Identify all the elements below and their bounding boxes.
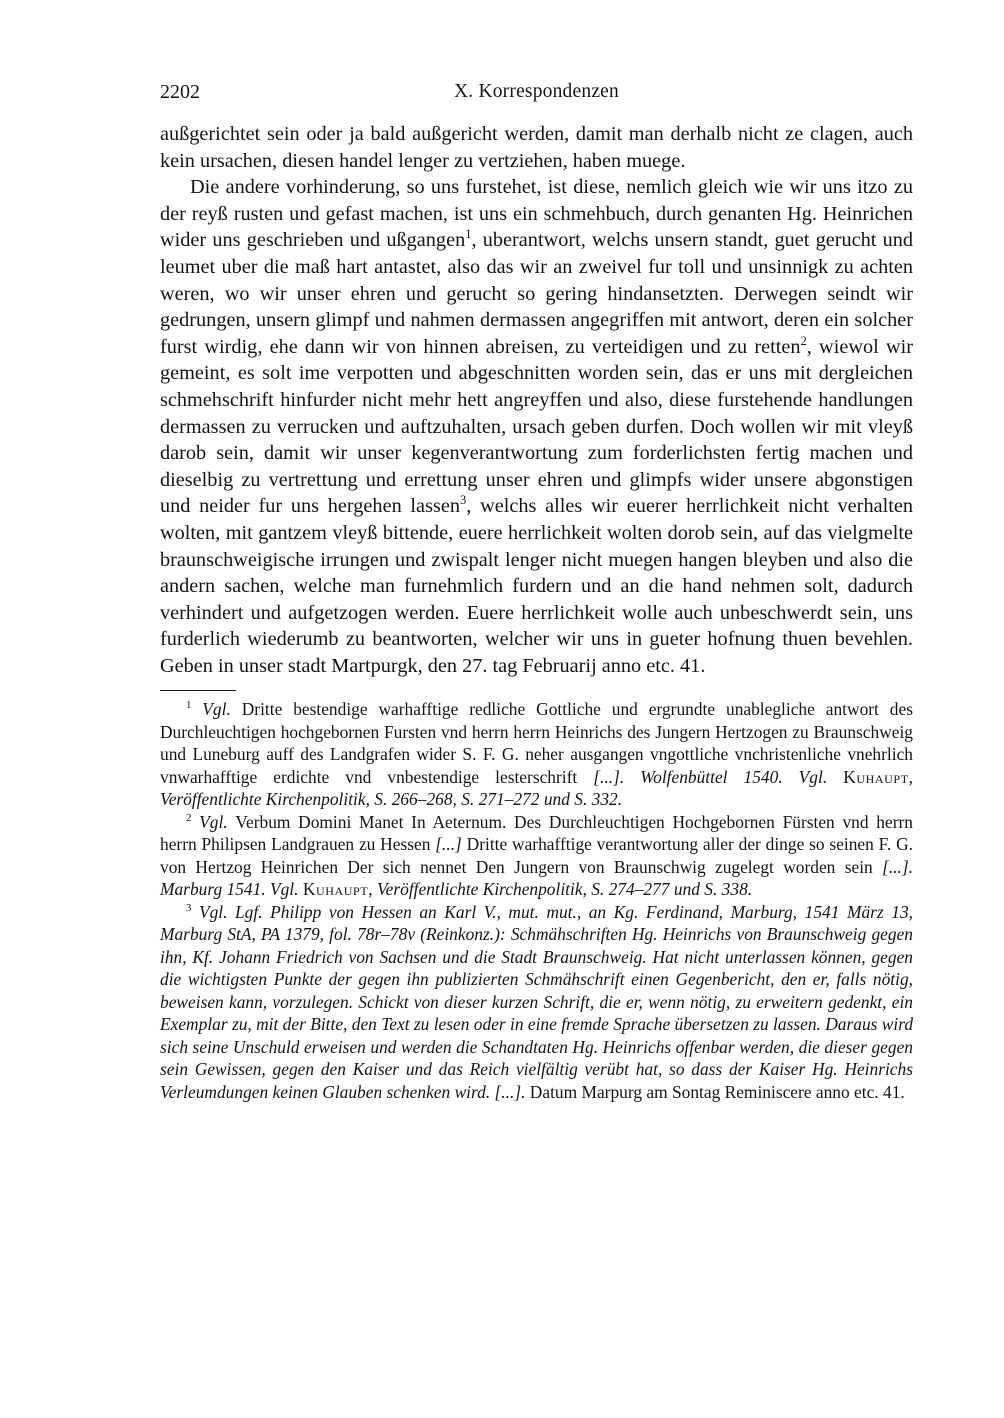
- letter-body: [160, 121, 913, 679]
- text-segment: , wiewol wir gemeint, es solt ime verpotten und abgeschnitten worden sein, das er uns mit dergleichen schmehschrift hinfurder nicht mehr hett angreyffen und also, diese furstehende handlungen dermassen zu verrucken und auftzuhalten, ursach geben durfen. Doch wollen wir mit vleyß darob sein, damit wir unser kegenverantwortung zum forderlichsten fertig machen und dieselbig zu vertrettung und errettung unser ehren und glimpfs wider unsere abgonstigen und neider fur uns hergehen lassen: [160, 335, 913, 518]
- text-segment: Veröffentlichte Kirchenpolitik, S. 274–277 und S. 338.: [376, 879, 753, 900]
- footnote-marker: 1: [186, 699, 192, 712]
- text-segment: Veröffentlichte Kirchenpolitik, S. 266–268, S. 271–272 und S. 332.: [160, 789, 623, 810]
- text-segment: Dritte warhafftige verantwortung aller der dinge so seinen F. G. von Hertzog Heinrichen Der sich nennet Den Jungern von Braunschwig zugelegt worden sein: [160, 834, 913, 877]
- footnote-separator-rule: [160, 690, 236, 691]
- text-block: [160, 80, 913, 1103]
- text-segment: [...]: [435, 834, 462, 855]
- text-segment: ,: [908, 766, 913, 787]
- text-segment: [...]. Wolfenbüttel 1540. Vgl.: [593, 766, 844, 787]
- body-paragraph-1: [160, 121, 913, 174]
- footnote-marker: 3: [186, 902, 192, 915]
- text-segment: Datum Marpurg am Sontag Reminiscere anno etc. 41.: [525, 1081, 905, 1102]
- running-head: X. Korrespondenzen: [454, 81, 619, 102]
- text-segment: Verbum Domini Manet In Aeternum. Des Durchleuchtigen Hochgebornen Fürsten vnd herrn herrn Philipsen Landgrauen zu Hessen: [160, 811, 913, 855]
- page-header: [160, 80, 913, 104]
- footnote-marker: 1: [465, 227, 472, 242]
- text-segment: Kuhaupt: [302, 879, 369, 900]
- footnote-marker: 2: [800, 333, 807, 348]
- text-segment: außgerichtet sein oder ja bald außgericht werden, damit man derhalb nicht ze clagen, auch kein ursachen, diesen handel lenger zu vertziehen, haben muege.: [160, 123, 913, 172]
- page-number: 2202: [160, 81, 200, 103]
- text-segment: , welchs alles wir euerer herrlichkeit nicht verhalten wolten, mit gantzem vleyß bittende, euere herrlichkeit wolten dorob sein, auf das vielgmelte braunschweigische irrungen und zwispalt lenger nicht muegen hangen bleyben und also die andern sachen, welche man furnehmlich furdern und an die hand nehmen solt, dadurch verhindert und aufgetzogen werden. Euere herrlichkeit wolle auch unbeschwerdt sein, uns furderlich wiederumb zu beantworten, welcher wir uns in gueter hofnung thuen bevehlen. Geben in unser stadt Martpurgk, den 27. tag Februarij anno etc. 41.: [160, 495, 913, 677]
- text-segment: ,: [368, 879, 377, 900]
- footnote-3: [160, 901, 913, 1104]
- footnote-marker: 2: [186, 812, 192, 825]
- footnote-1: [160, 698, 913, 811]
- text-segment: [...]. Marburg 1541. Vgl.: [160, 856, 913, 900]
- footnote-2: [160, 811, 913, 901]
- body-paragraph-2: [160, 174, 913, 679]
- footnote-marker: 3: [460, 493, 467, 508]
- text-segment: Die andere vorhinderung, so uns furstehet, ist diese, nemlich gleich wie wir uns itzo zu der reyß rusten und gefast machen, ist uns ein schmehbuch, durch genanten Hg. Heinrichen wider uns geschrieben und ußgangen: [160, 176, 913, 252]
- text-segment: Vgl. Lgf. Philipp von Hessen an Karl V., mut. mut., an Kg. Ferdinand, Marburg, 1541 März 13, Marburg StA, PA 1379, fol. 78r–78v (Reinkonz.): Schmähschriften Hg. Heinrichs von Braunschweig gegen ihn, Kf. Johann Friedrich von Sachsen und die Stadt Braunschweig. Hat nicht unterlassen können, gegen die wichtigsten Punkte der gegen ihn publizierten Schmähschrift einen Gegenbericht, den er, falls nötig, beweisen kann, vorzulegen. Schickt von dieser kurzen Schrift, die er, wenn nötig, zu erweitern gedenkt, ein Exemplar zu, mit der Bitte, den Text zu lesen oder in eine fremde Sprache übersetzen zu lassen. Daraus wird sich seine Unschuld erweisen und werden die Schandtaten Hg. Heinrichs offenbar werden, die dieser gegen sein Gewissen, gegen den Kaiser und das Reich vielfältig verübt hat, so dass der Kaiser Hg. Heinrichs Verleumdungen keinen Glauben schenken wird. [...].: [160, 901, 914, 1102]
- text-segment: Dritte bestendige warhafftige redliche Gottliche und ergrundte unablegliche antwort des Durchleuchtigen hochgebornen Fursten vnd herrn herrn Heinrichs des Jungern Hertzogen zu Braunschweig und Luneburg auff des Landgrafen wider S. F. G. neher ausgangen vngottliche vnchristenliche vnehrlich vnwarhafftige erdichte vnd vnbestendige lesterschrift: [160, 699, 913, 787]
- footnotes-section: [160, 690, 913, 1103]
- text-segment: Vgl.: [191, 811, 236, 832]
- text-segment: , uberantwort, welchs unsern standt, guet gerucht und leumet uber die maß hart antastet, also das wir an zweivel fur toll und unsinnigk zu achten weren, wo wir unser ehren und gerucht so gering hindansetzten. Derwegen seindt wir gedrungen, unsern glimpf und nahmen dermassen angegriffen mit antwort, deren ein solcher furst wirdig, ehe dann wir von hinnen abreisen, zu verteidigen und zu retten: [160, 229, 913, 358]
- text-segment: Kuhaupt: [843, 766, 909, 787]
- text-segment: Vgl.: [191, 699, 242, 720]
